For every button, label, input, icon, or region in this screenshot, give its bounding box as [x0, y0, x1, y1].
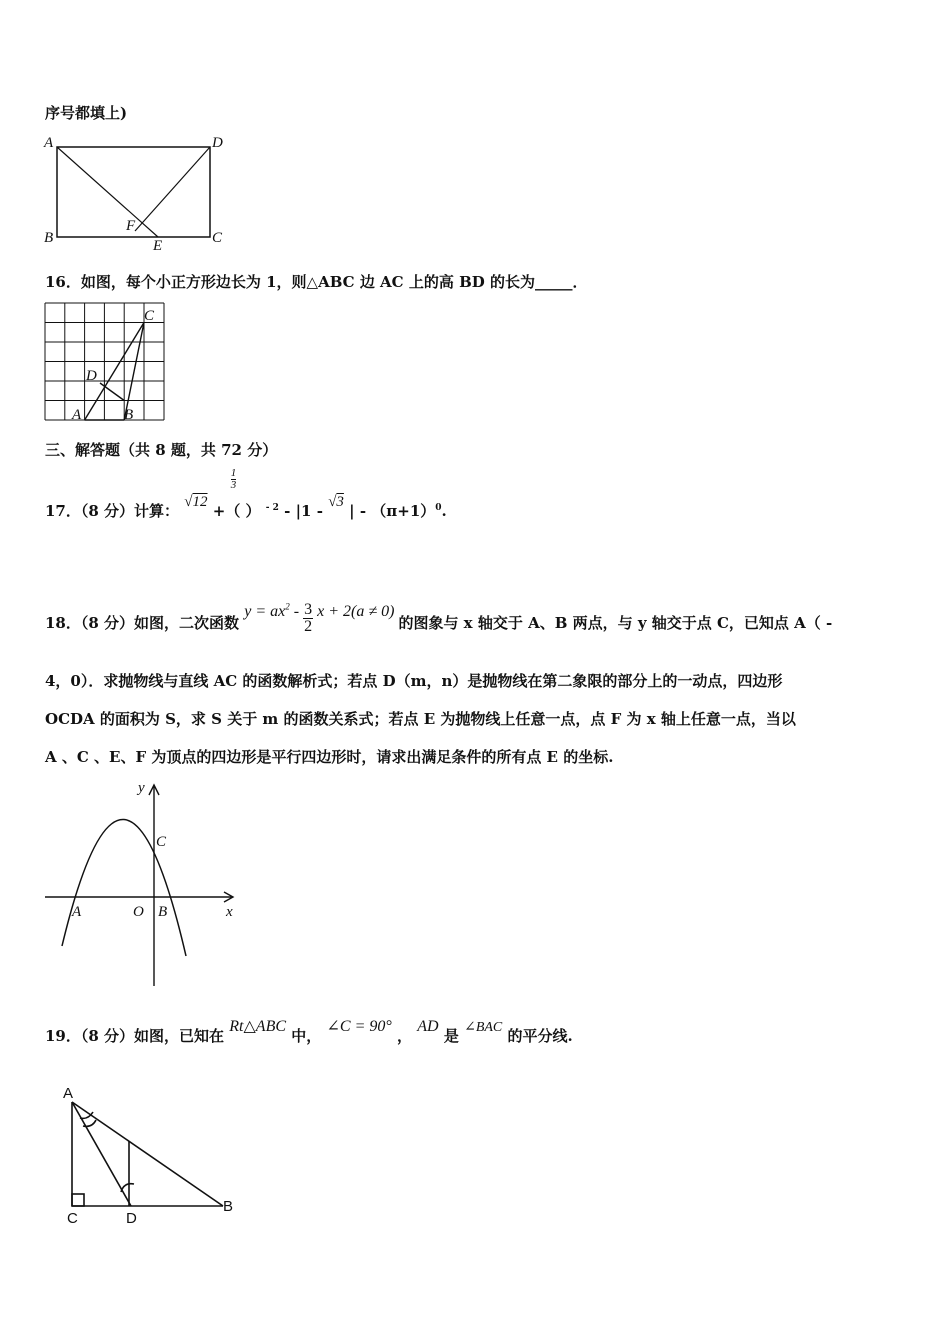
q17-line [45, 467, 447, 521]
q19-line [45, 1018, 573, 1046]
q17-plus-paren: +（ ） [212, 502, 261, 520]
section-3-title: 三、解答题（共 8 题，共 72 分） [45, 441, 278, 459]
q19-zhong: 中， [291, 1027, 322, 1045]
q17-abs-end: | - （π+1） [349, 502, 436, 520]
fig15-label-f: F [126, 218, 136, 234]
q17-zero: 0 [435, 503, 442, 513]
fig16-label-d: D [86, 368, 97, 384]
q18-line-1 [45, 601, 833, 641]
fig15-label-e: E [153, 238, 163, 254]
q17-end: . [441, 502, 447, 520]
q19-ad: AD [417, 1018, 439, 1035]
q19-bac: ∠BAC [464, 1020, 503, 1035]
q18-prefix: 18．（8 分）如图，二次函数 [45, 614, 240, 633]
q18-line-2: 4，0）．求抛物线与直线 AC 的函数解析式；若点 D（m，n）是抛物线在第二象限的部分上的一动点，四边形 [45, 672, 783, 690]
fig18-label-b: B [158, 904, 168, 920]
fig19-label-c: C [67, 1210, 78, 1227]
q16-text: 16．如图，每个小正方形边长为 1，则△ABC 边 AC 上的高 BD 的长为_____． [45, 273, 588, 291]
q18-line-4: A 、C 、E、F 为顶点的四边形是平行四边形时，请求出满足条件的所有点 E 的坐标. [45, 748, 614, 766]
q19-shi: 是 [443, 1027, 459, 1045]
fig18-label-y: y [138, 780, 145, 796]
fig18-label-c: C [156, 834, 167, 850]
figure-16-grid [44, 302, 169, 427]
figure-15-rectangle [40, 132, 240, 257]
q18-formula: $y = ax^2$ - $\frac{3}{2}$ x + 2(a ≠ 0) [244, 601, 395, 635]
q17-exponent: - 2 [265, 503, 279, 513]
figure-18-parabola [40, 778, 250, 993]
fig15-label-c: C [212, 230, 223, 246]
q19-prefix: 19．（8 分）如图，已知在 [45, 1027, 225, 1045]
q18-line-3: OCDA 的面积为 S，求 S 关于 m 的函数关系式；若点 E 为抛物线上任意一点，点 F 为 x 轴上任意一点，当以 [45, 710, 796, 728]
q19-comma: ， [397, 1027, 413, 1045]
q19-end: 的平分线. [507, 1027, 573, 1045]
fig19-label-d: D [126, 1210, 137, 1227]
fig16-label-b: B [124, 407, 134, 423]
q18-line1-rest: 的图象与 x 轴交于 A、B 两点，与 y 轴交于点 C，已知点 A（ - [398, 614, 833, 633]
q17-sqrt12: √12 [184, 494, 208, 510]
fig15-label-b: B [44, 230, 54, 246]
fig19-label-b: B [223, 1198, 234, 1215]
q17-fraction: 1 3 [230, 467, 237, 491]
fig16-label-a: A [72, 407, 82, 423]
fig18-label-o: O [133, 904, 144, 920]
q17-sqrt3: √3 [328, 494, 344, 510]
fig19-label-a: A [63, 1085, 74, 1102]
q17-abs-start: - |1 - [284, 502, 323, 520]
fig18-label-a: A [72, 904, 82, 920]
figure-19-triangle [58, 1082, 258, 1232]
fig18-label-x: x [226, 904, 233, 920]
fig15-label-a: A [44, 135, 54, 151]
q15-tail: 序号都填上) [45, 104, 128, 122]
fig15-label-d: D [212, 135, 223, 151]
q19-angle-c: ∠C = 90° [326, 1018, 392, 1035]
q19-rt-abc: Rt△ABC [229, 1018, 287, 1035]
q17-prefix: 17．（8 分）计算： [45, 502, 180, 520]
fig16-label-c: C [144, 308, 155, 324]
